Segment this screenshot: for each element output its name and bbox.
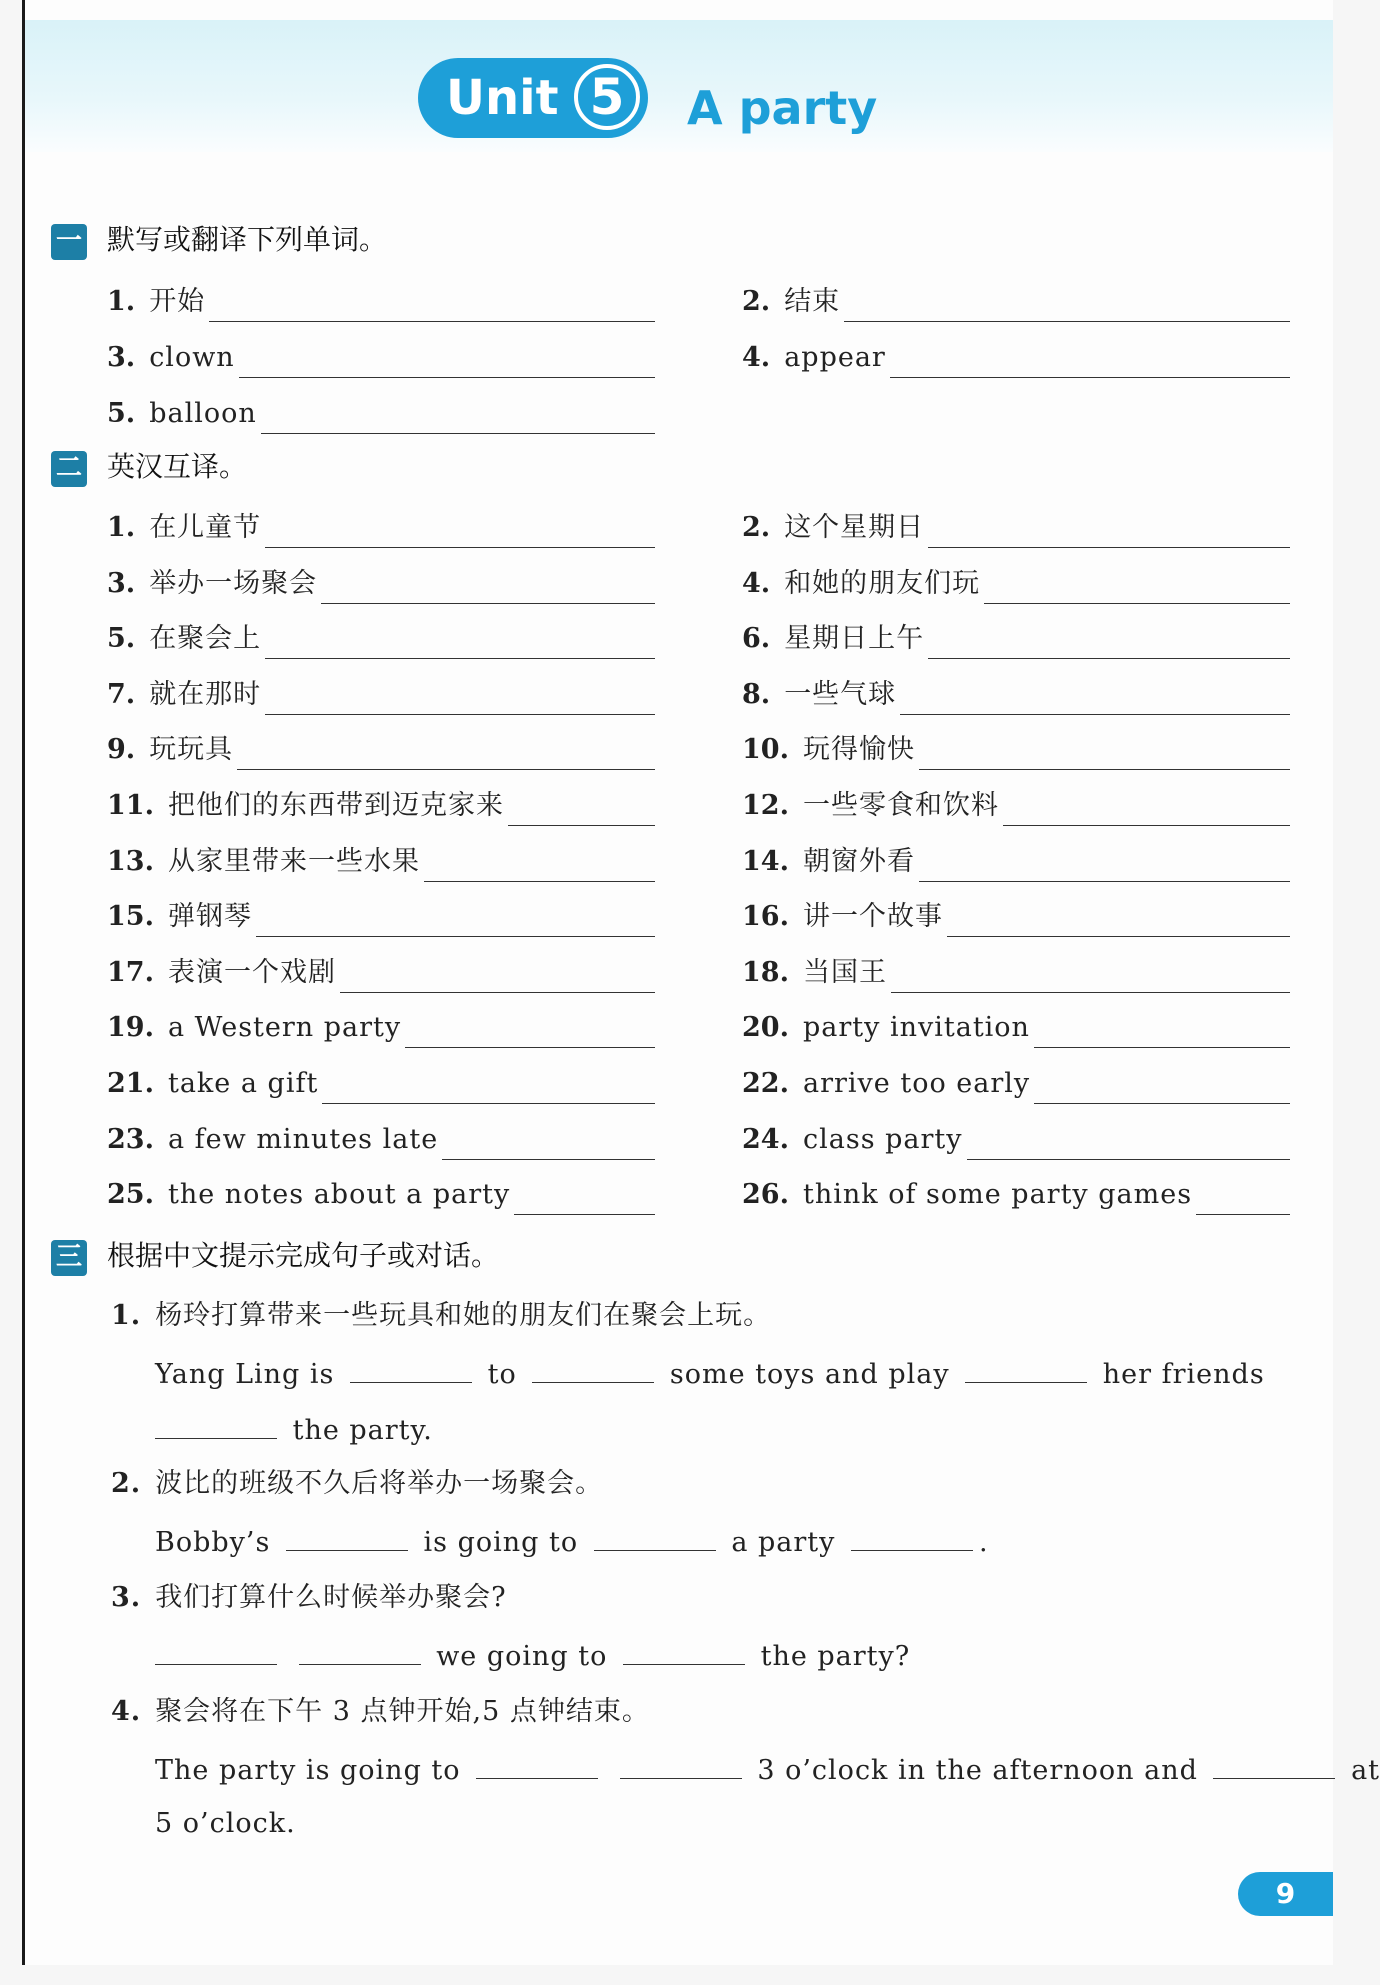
answer-blank[interactable] [476,1748,598,1779]
s2-item-9: 9. 玩玩具 [107,726,655,770]
answer-blank[interactable] [620,1748,742,1779]
answer-blank[interactable] [155,1634,277,1665]
answer-blank[interactable] [623,1634,745,1665]
s2-item-22: 22. arrive too early [742,1060,1290,1104]
s2-item-18: 18. 当国王 [742,949,1290,993]
answer-blank[interactable] [321,569,655,604]
s2-item-11: 11. 把他们的东西带到迈克家来 [107,782,655,826]
answer-blank[interactable] [900,680,1290,715]
answer-blank[interactable] [299,1634,421,1665]
s1-item-5: 5. balloon [107,390,655,434]
answer-blank[interactable] [984,569,1290,604]
s3-q1-prompt: 1. 杨玲打算带来一些玩具和她的朋友们在聚会上玩。 [111,1300,772,1331]
s3-q2-line1: Bobby’s is going to a party . [155,1520,989,1563]
answer-blank[interactable] [594,1520,716,1551]
s1-item-4: 4. appear [742,334,1290,378]
answer-blank[interactable] [928,624,1290,659]
s2-item-20: 20. party invitation [742,1004,1290,1048]
answer-blank[interactable] [424,847,655,882]
s3-q4-line1: The party is going to 3 o’clock in the afternoon and at [155,1748,1380,1791]
answer-blank[interactable] [286,1520,408,1551]
s2-item-12: 12. 一些零食和饮料 [742,782,1290,826]
section-3-badge: 三 [51,1240,87,1276]
s2-item-24: 24. class party [742,1116,1290,1160]
answer-blank[interactable] [265,624,655,659]
s2-item-16: 16. 讲一个故事 [742,893,1290,937]
answer-blank[interactable] [350,1352,472,1383]
answer-blank[interactable] [508,791,655,826]
s1-item-2: 2. 结束 [742,278,1290,322]
s3-q3-line1: we going to the party? [155,1634,910,1677]
answer-blank[interactable] [965,1352,1087,1383]
answer-blank[interactable] [891,958,1290,993]
s2-item-23: 23. a few minutes late [107,1116,655,1160]
s2-item-5: 5. 在聚会上 [107,615,655,659]
answer-blank[interactable] [239,343,655,378]
answer-blank[interactable] [265,513,655,548]
s2-item-17: 17. 表演一个戏剧 [107,949,655,993]
answer-blank[interactable] [947,902,1290,937]
s3-q3-prompt: 3. 我们打算什么时候举办聚会? [111,1582,507,1613]
unit-banner [25,20,1333,152]
answer-blank[interactable] [919,847,1290,882]
section-2-badge: 二 [51,451,87,487]
s2-item-26: 26. think of some party games [742,1171,1290,1215]
unit-label: Unit [446,70,559,126]
unit-number: 5 [574,64,640,130]
section-2-title: 英汉互译。 [107,450,248,483]
answer-blank[interactable] [256,902,655,937]
answer-blank[interactable] [1003,791,1290,826]
answer-blank[interactable] [532,1352,654,1383]
s2-item-25: 25. the notes about a party [107,1171,655,1215]
answer-blank[interactable] [261,399,655,434]
s2-item-3: 3. 举办一场聚会 [107,560,655,604]
answer-blank[interactable] [851,1520,973,1551]
s2-item-19: 19. a Western party [107,1004,655,1048]
answer-blank[interactable] [928,513,1290,548]
unit-title: A party [687,81,878,135]
answer-blank[interactable] [340,958,655,993]
answer-blank[interactable] [155,1408,277,1439]
s2-item-4: 4. 和她的朋友们玩 [742,560,1290,604]
section-3-title: 根据中文提示完成句子或对话。 [107,1239,500,1272]
s3-q4-line2: 5 o’clock. [155,1808,296,1839]
s2-item-15: 15. 弹钢琴 [107,893,655,937]
unit-badge [418,58,648,138]
answer-blank[interactable] [514,1180,655,1215]
s2-item-14: 14. 朝窗外看 [742,838,1290,882]
answer-blank[interactable] [1034,1069,1290,1104]
answer-blank[interactable] [890,343,1290,378]
answer-blank[interactable] [1196,1180,1290,1215]
answer-blank[interactable] [919,735,1290,770]
answer-blank[interactable] [265,680,655,715]
answer-blank[interactable] [844,287,1290,322]
answer-blank[interactable] [322,1069,655,1104]
worksheet-page [22,0,1380,1965]
s3-q4-prompt: 4. 聚会将在下午 3 点钟开始,5 点钟结束。 [111,1696,650,1727]
s2-item-7: 7. 就在那时 [107,671,655,715]
s3-q2-prompt: 2. 波比的班级不久后将举办一场聚会。 [111,1468,604,1499]
s1-item-1: 1. 开始 [107,278,655,322]
s2-item-1: 1. 在儿童节 [107,504,655,548]
s2-item-8: 8. 一些气球 [742,671,1290,715]
page-number: 9 [1238,1872,1333,1916]
section-1-title: 默写或翻译下列单词。 [107,223,388,256]
s2-item-10: 10. 玩得愉快 [742,726,1290,770]
answer-blank[interactable] [442,1125,655,1160]
s1-item-3: 3. clown [107,334,655,378]
s3-q1-line1: Yang Ling is to some toys and play her friends [155,1352,1265,1395]
answer-blank[interactable] [967,1125,1290,1160]
s2-item-21: 21. take a gift [107,1060,655,1104]
s3-q1-line2: the party. [155,1408,433,1451]
s2-item-13: 13. 从家里带来一些水果 [107,838,655,882]
s2-item-6: 6. 星期日上午 [742,615,1290,659]
answer-blank[interactable] [237,735,655,770]
answer-blank[interactable] [405,1013,655,1048]
answer-blank[interactable] [209,287,655,322]
s2-item-2: 2. 这个星期日 [742,504,1290,548]
answer-blank[interactable] [1213,1748,1335,1779]
answer-blank[interactable] [1034,1013,1290,1048]
section-1-badge: 一 [51,224,87,260]
